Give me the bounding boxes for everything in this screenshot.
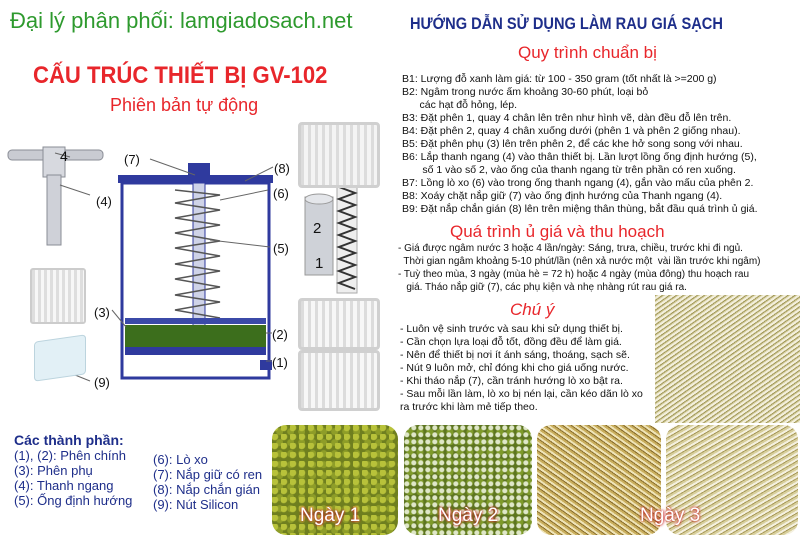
note-line: - Cần chọn lựa loại đỗ tốt, đồng đều để làm giá. [400,336,622,348]
dealer-text: Đại lý phân phối: lamgiadosach.net [10,8,353,33]
label-tube-2: 2 [313,220,322,237]
prep-steps [402,73,796,216]
sub-tray-photo [30,268,86,324]
anti-roach-lid-photo [298,122,380,188]
component-item: (1), (2): Phên chính [14,448,126,463]
day-2-label: Ngày 2 [438,505,499,526]
incubation-text [398,242,798,294]
incubation-line: - Tuỳ theo mùa, 3 ngày (mùa hè = 72 h) hoặc 4 ngày (mùa đông) thu hoạch rau [398,269,750,280]
day-1-label: Ngày 1 [300,505,361,526]
note-line: - Nút 9 luôn mở, chỉ đóng khi cho giá uống nước. [400,362,629,374]
component-item: (3): Phên phụ [14,463,93,478]
main-tray-1-photo [298,350,380,411]
components-left [14,448,132,508]
prep-step: B9: Đặt nắp chắn gián (8) lên trên miệng thân thùng, bắt đầu quá trình ủ giá. [402,203,758,215]
label-tube-1: 1 [315,255,324,272]
label-7: (7) [124,152,140,167]
incubation-line: Thời gian ngâm khoảng 5-10 phút/lần (nên xả nước một vài lần trước khi ngâm) [398,256,761,267]
prep-step: B6: Lắp thanh ngang (4) vào thân thiết bị. Lần lượt lồng ống định hướng (5), [402,151,757,163]
components-heading: Các thành phần: [14,432,124,448]
label-3: (3) [94,305,110,320]
notes-heading: Chú ý [510,300,555,319]
prep-heading: Quy trình chuẩn bị [518,43,657,62]
prep-step: B1: Lượng đỗ xanh làm giá: từ 100 - 350 gram (tốt nhất là >=200 g) [402,73,717,85]
prep-step: các hạt đỗ hỏng, lép. [402,99,517,111]
component-item: (9): Nút Silicon [153,497,239,512]
label-4-big: 4 [60,148,68,164]
incubation-line: giá. Tháo nắp giữ (7), các phụ kiện và nhẹ nhàng rút rau giá ra. [398,282,687,293]
note-line: - Khi tháo nắp (7), cần tránh hướng lò xo bật ra. [400,375,623,387]
crossbar-part-illustration [8,147,103,245]
note-line: - Nên để thiết bị nơi ít ánh sáng, thoáng, sạch sẽ. [400,349,630,361]
prep-step: B8: Xoáy chặt nắp giữ (7) vào ống định hướng của Thanh ngang (4). [402,190,723,202]
component-item: (7): Nắp giữ có ren [153,467,263,482]
label-4: (4) [96,194,112,209]
incubation-heading: Quá trình ủ giá và thu hoạch [450,222,665,241]
label-8: (8) [274,161,290,176]
components-right [153,452,262,512]
component-item: (6): Lò xo [153,452,208,467]
note-line: - Luôn vệ sinh trước và sau khi sử dụng thiết bị. [400,323,623,335]
component-item: (4): Thanh ngang [14,478,114,493]
label-9: (9) [94,375,110,390]
device-subtitle: Phiên bản tự động [110,95,259,115]
prep-step: B3: Đặt phên 1, quay 4 chân lên trên như hình vẽ, dàn đều đỗ lên trên. [402,112,732,124]
prep-step: số 1 vào số 2, vào ống của thanh ngang từ trên phần có ren xuống. [402,164,736,176]
guide-title: HƯỚNG DẪN SỬ DỤNG LÀM RAU GIÁ SẠCH [410,14,723,33]
note-line: - Sau mỗi lần làm, lò xo bị nén lại, cần kéo dãn lò xo [400,388,643,400]
component-item: (5): Ống định hướng [14,493,133,508]
device-title: CẤU TRÚC THIẾT BỊ GV-102 [33,62,328,89]
component-item: (8): Nắp chắn gián [153,482,260,497]
incubation-line: - Giá được ngâm nước 3 hoặc 4 lần/ngày: Sáng, trưa, chiều, trước khi đi ngủ. [398,243,743,254]
label-1: (1) [272,355,288,370]
main-tray-2-photo [298,298,380,350]
prep-step: B4: Đặt phên 2, quay 4 chân xuống dưới (phên 1 và phên 2 giống nhau). [402,125,741,137]
label-6: (6) [273,186,289,201]
label-2: (2) [272,327,288,342]
prep-step: B5: Đặt phên phụ (3) lên trên phên 2, để các khe hở song song với nhau. [402,138,743,150]
prep-step: B2: Ngâm trong nước ấm khoảng 30-60 phút, loại bỏ [402,86,649,98]
barrel-illustration [118,163,273,378]
prep-step: B7: Lồng lò xo (6) vào trong ống thanh ngang (4), gắn vào mấu của phên 2. [402,177,754,189]
note-line: ra trước khi làm mẻ tiếp theo. [400,401,538,413]
day-3-label: Ngày 3 [640,505,701,526]
spring-illustration [337,183,357,293]
harvest-sprouts-photo [655,295,800,423]
notes-text [400,323,670,414]
label-5: (5) [273,241,289,256]
silicon-plug-photo [34,334,86,381]
